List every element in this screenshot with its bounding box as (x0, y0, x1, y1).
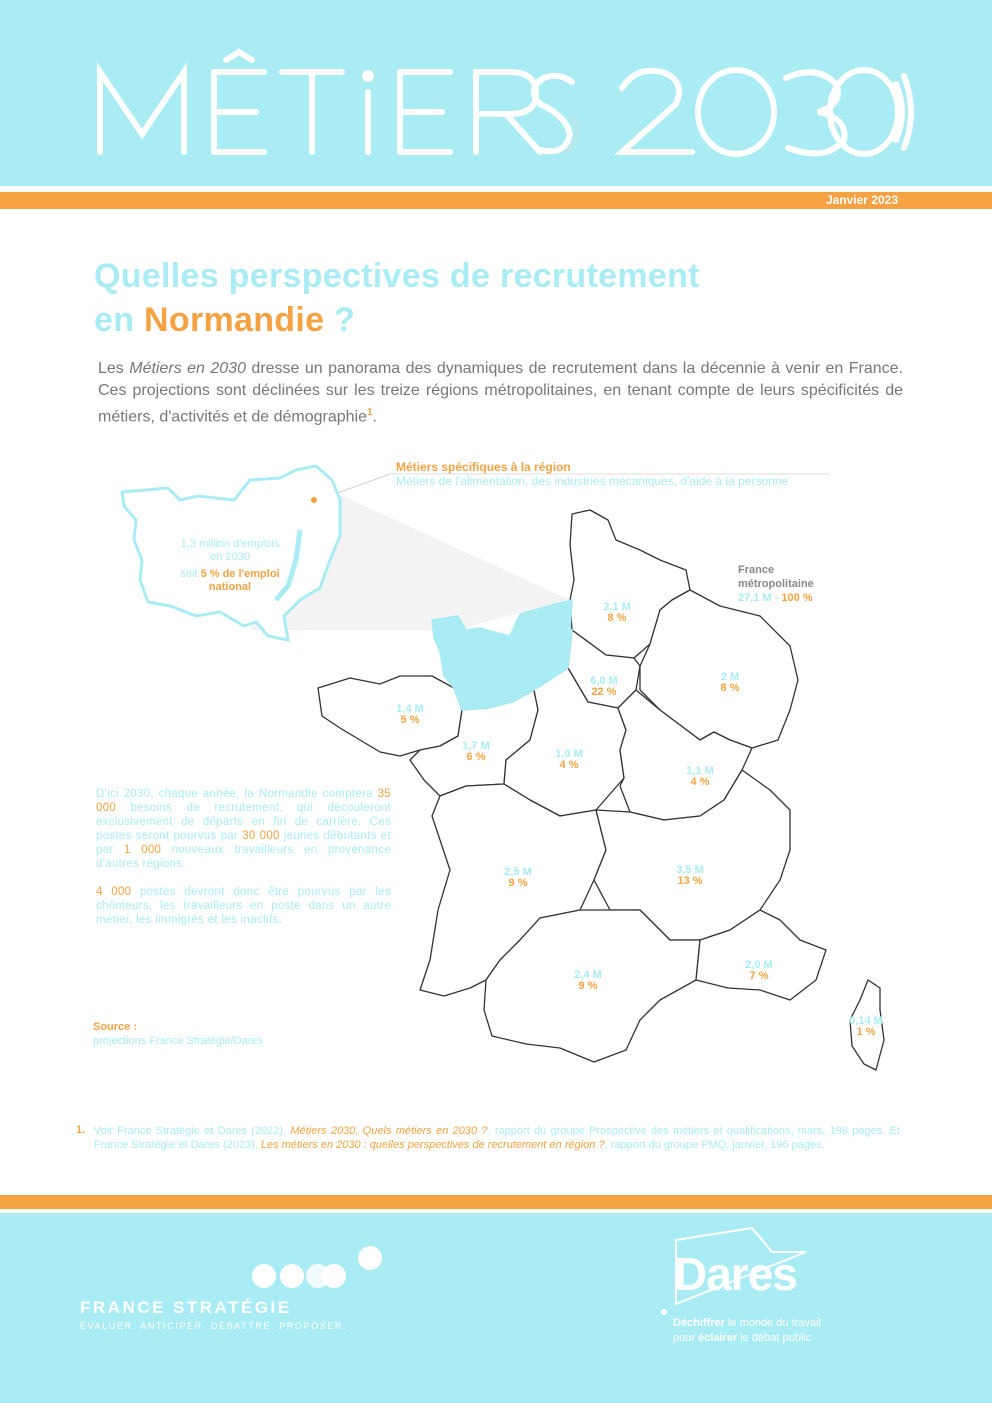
france-total-label1: France (738, 564, 775, 576)
label-nouvelle-aquitaine: 2,5 M 9 % (504, 866, 532, 889)
intro-paragraph (98, 358, 903, 428)
label-corse: 0,14 M 1 % (849, 1015, 883, 1038)
normandie-stats (160, 538, 300, 594)
title-line1: Quelles perspectives de recrutement (94, 257, 700, 295)
label-auvergne-rhone-alpes: 3,5 M 13 % (676, 864, 704, 887)
callout-text: Métiers de l'alimentation, des industries mécaniques, d'aide à la personne (396, 474, 789, 488)
bottom-accent-bar (0, 1195, 992, 1209)
normandie-share (160, 568, 300, 581)
title-line2-prefix: en (94, 301, 145, 339)
intro-text-3: . (372, 408, 377, 426)
footnote-ref[interactable]: 1 (366, 407, 373, 418)
publication-date: Janvier 2023 (825, 193, 898, 207)
footnote: Voir France Stratégie et Dares (2022), Métiers 2030. Quels métiers en 2030 ?, rapport du groupe Prospective des métiers et qualifications, mars, 198 pages. Et France Stratégie et Dares (2023), Les métiers en 2030 : quelles perspectives de recrutement en région ?, rapport du groupe PMQ, janvier, 196 pages. (94, 1125, 901, 1151)
label-occitanie: 2,4 M 9 % (574, 969, 602, 992)
normandie-city-dot (311, 497, 317, 503)
france-strategie-tagline: ÉVALUER. ANTICIPER. DÉBATTRE. PROPOSER. (80, 1321, 348, 1331)
label-grand-est: 2 M 8 % (720, 671, 740, 694)
france-total-label2: métropolitaine (738, 578, 814, 590)
brand-logo-metiers-2030 (96, 44, 916, 174)
france-strategie-name: FRANCE STRATÉGIE (80, 1298, 292, 1317)
title-line2-suffix: ? (324, 301, 356, 339)
share-pct: 5 % (200, 568, 220, 580)
share-prefix: soit (180, 568, 201, 580)
footnote-ref-title-2: Les métiers en 2030 : quelles perspectives de recrutement en région ? (260, 1139, 605, 1151)
summary-p2: 4 000 postes devront donc être pourvus par les chômeurs, les travailleurs en poste dans un autre métier, les immigrés et les inactifs. (96, 886, 391, 926)
normandie-jobs: 1,3 million d'emplois (180, 538, 280, 550)
footnote-ref-title-1: Métiers 2030. Quels métiers en 2030 ? (290, 1125, 488, 1137)
france-total-pct: 100 % (781, 592, 813, 604)
label-hauts-de-france: 2,1 M 8 % (603, 601, 631, 624)
label-ile-de-france: 6,0 M 22 % (590, 675, 618, 698)
intro-report-title: Métiers en 2030 (129, 360, 246, 377)
intro-text-1: Les (98, 360, 130, 377)
page-title (94, 254, 894, 342)
title-region: Normandie (144, 301, 325, 339)
normandie-year: en 2030 (210, 551, 250, 563)
label-pays-de-la-loire: 1,7 M 6 % (462, 740, 490, 763)
dares-logo-text: Dares (674, 1248, 797, 1300)
france-total-sep: - (771, 592, 782, 604)
callout-title: Métiers spécifiques à la région (396, 460, 571, 474)
dares-tagline-1: Déchiffrer le monde du travail (673, 1317, 821, 1329)
france-regions-map (0, 440, 992, 1100)
recruitment-summary (96, 787, 391, 941)
label-bourgogne-franche-comte: 1,1 M 4 % (686, 765, 714, 788)
intro-text-2: dresse un panorama des dynamiques de recrutement dans la décennie à venir en France. Ces projections sont déclinées sur les treize régions métropolitaines, en tenant compte de leurs spécificités de métiers, d'activités et de démographie (98, 360, 904, 426)
france-strategie-logo-icon (248, 1244, 384, 1292)
share-suffix2: national (208, 581, 252, 593)
dares-tagline-2: pour éclairer le débat public (673, 1332, 812, 1344)
label-bretagne: 1,4 M 5 % (396, 703, 424, 726)
source-label: Source : (93, 1021, 138, 1033)
source-text: projections France Stratégie/Dares (93, 1035, 263, 1047)
label-paca: 2,0 M 7 % (745, 959, 773, 982)
share-suffix: de l'emploi (219, 568, 280, 580)
france-total (738, 563, 814, 605)
summary-p1: D'ici 2030, chaque année, la Normandie comptera 35 000 besoins de recrutement, qui découleront exclusivement de départs en fin de carrière. Ces postes seront pourvus par 30 000 jeunes débutants et par 1 000 nouveaux travailleurs en provenance d'autres régions. (96, 788, 391, 870)
dares-logo (656, 1226, 836, 1318)
footnote-number: 1. (76, 1124, 86, 1136)
france-total-value: 27,1 M (738, 592, 772, 604)
label-centre-val-de-loire: 1,0 M 4 % (555, 748, 583, 771)
